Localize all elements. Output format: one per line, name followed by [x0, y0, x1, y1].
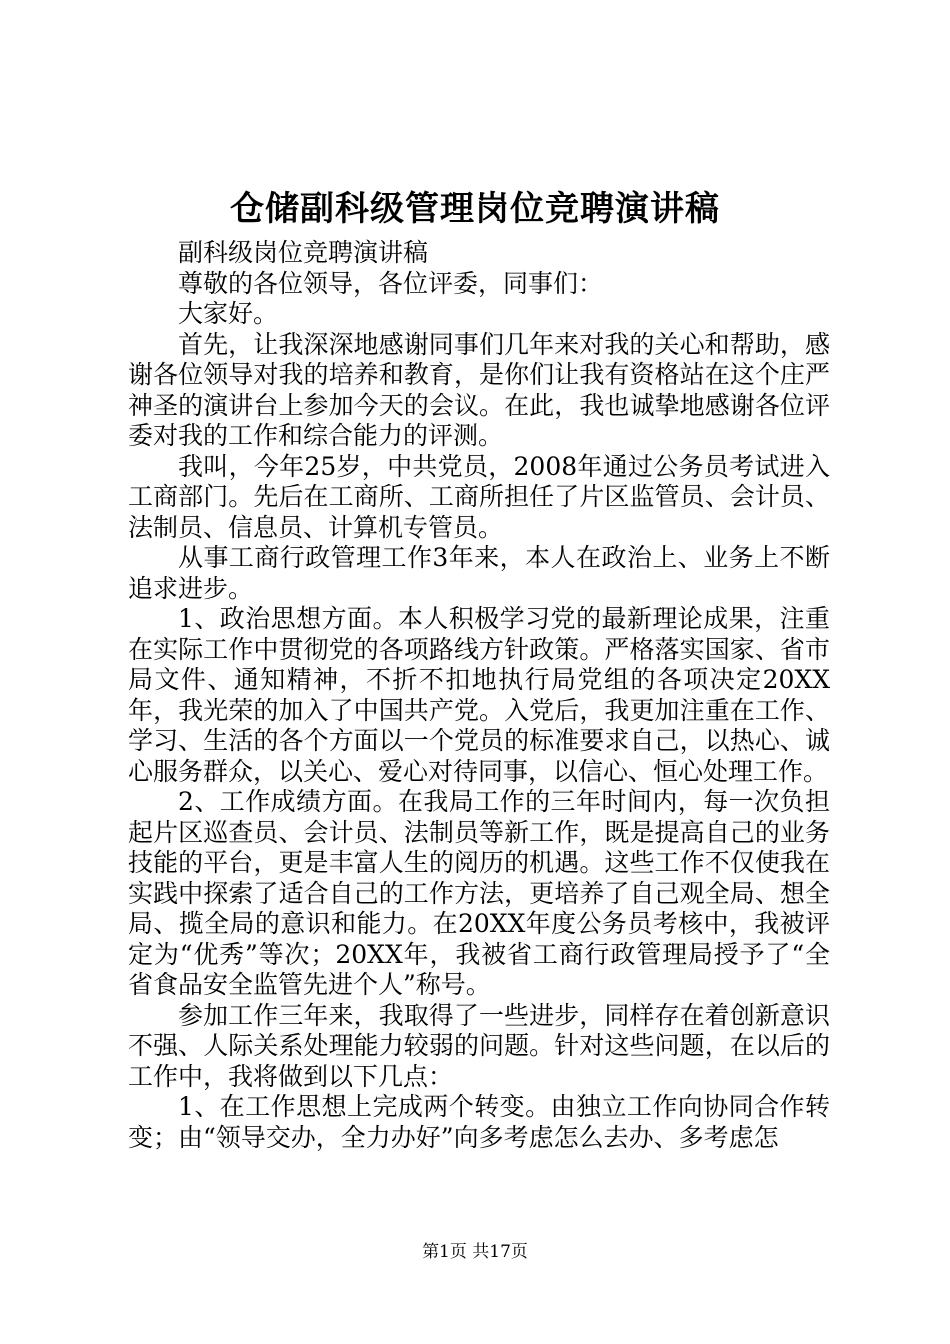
paragraph-achievements: 2、工作成绩方面。在我局工作的三年时间内，每一次负担起片区巡查员、会计员、法制员等新工作，既是提高自己的业务技能的平台，更是丰富人生的阅历的机遇。这些工作不仅使我在实践中探索了适合自己的工作方法，更培养了自己观全局、想全局、揽全局的意识和能力。在20XX年度公务员考核中，我被评定为“优秀”等次；20XX年，我被省工商行政管理局授予了“全省食品安全监管先进个人”称号。	[128, 787, 830, 999]
page-number-footer: 第1页 共17页	[422, 1242, 528, 1262]
paragraph-shortcomings: 参加工作三年来，我取得了一些进步，同样存在着创新意识不强、人际关系处理能力较弱的问题。针对这些问题，在以后的工作中，我将做到以下几点：	[128, 1000, 830, 1091]
paragraph-plan-1: 1、在工作思想上完成两个转变。由独立工作向协同合作转变；由“领导交办，全力办好”向多考虑怎么去办、多考虑怎	[128, 1092, 830, 1152]
paragraph-political: 1、政治思想方面。本人积极学习党的最新理论成果，注重在实际工作中贯彻党的各项路线方针政策。严格落实国家、省市局文件、通知精神，不折不扣地执行局党组的各项决定20XX年，我光荣的加入了中国共产党。入党后，我更加注重在工作、学习、生活的各个方面以一个党员的标准要求自己，以热心、诚心服务群众，以关心、爱心对待同事，以信心、恒心处理工作。	[128, 604, 830, 786]
paragraph-subtitle: 副科级岗位竞聘演讲稿	[178, 238, 429, 267]
paragraph-overview: 从事工商行政管理工作3年来，本人在政治上、业务上不断追求进步。	[128, 543, 830, 603]
document-body	[128, 238, 830, 1153]
paragraph-greeting: 大家好。	[178, 299, 279, 328]
paragraph-introduction: 我叫，今年25岁，中共党员，2008年通过公务员考试进入工商部门。先后在工商所、工商所担任了片区监管员、会计员、法制员、信息员、计算机专管员。	[128, 451, 830, 542]
paragraph-thanks: 首先，让我深深地感谢同事们几年来对我的关心和帮助，感谢各位领导对我的培养和教育，是你们让我有资格站在这个庄严神圣的演讲台上参加今天的会议。在此，我也诚挚地感谢各位评委对我的工作和综合能力的评测。	[128, 329, 830, 450]
document-title: 仓储副科级管理岗位竞聘演讲稿	[230, 189, 720, 229]
paragraph-salutation: 尊敬的各位领导，各位评委，同事们：	[178, 268, 604, 298]
